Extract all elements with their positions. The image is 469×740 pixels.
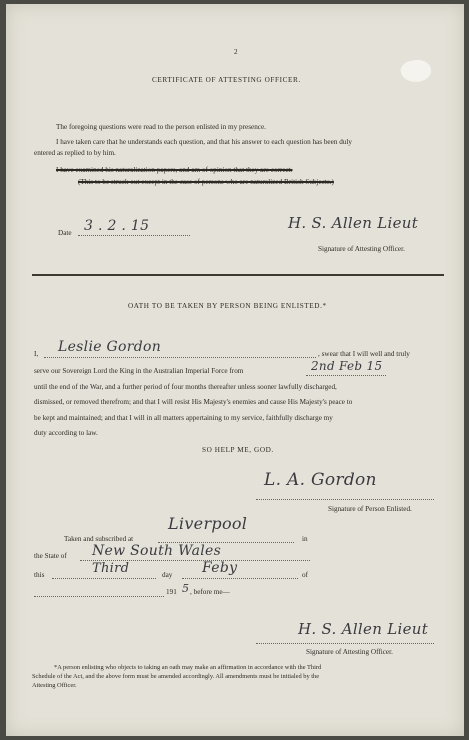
date-label: Date xyxy=(58,229,72,237)
oath-text-1: , swear that I will well and truly xyxy=(318,350,410,358)
enlistee-name: Leslie Gordon xyxy=(58,339,162,355)
oath-title: OATH TO BE TAKEN BY PERSON BEING ENLISTED.* xyxy=(128,302,327,310)
month-dotted-line xyxy=(182,577,298,579)
struck-naturalization-line: I have examined his naturalization papers, and am of opinion that they are correct. xyxy=(56,166,293,174)
certificate-title: CERTIFICATE OF ATTESTING OFFICER. xyxy=(152,76,301,84)
date-dotted-line xyxy=(78,234,190,236)
year-prefix: 191 xyxy=(166,588,177,596)
before-me-label: , before me— xyxy=(190,588,230,596)
date-value: 3 . 2 . 15 xyxy=(84,218,150,234)
struck-note-line: (This to be struck out except in the case of persons who are naturalized British Subjects.) xyxy=(78,178,334,186)
footnote-line-2: Schedule of the Act, and the above form must be amended accordingly. All amendments must be initialed by the xyxy=(32,673,320,680)
enlistment-from-date: 2nd Feb 15 xyxy=(311,359,383,373)
oath-prefix: I, xyxy=(34,350,39,358)
enlisted-signature: L. A. Gordon xyxy=(264,470,377,490)
oath-text-2: serve our Sovereign Lord the King in the Australian Imperial Force from xyxy=(34,367,244,375)
footnote-line-3: Attesting Officer. xyxy=(32,682,77,689)
attesting-officer-signature-1: H. S. Allen Lieut xyxy=(288,214,419,232)
oath-text-6: duty according to law. xyxy=(34,429,98,437)
year-leading-dotted-line xyxy=(34,595,164,597)
certificate-line-1: The foregoing questions were read to the person enlisted in my presence. xyxy=(56,123,266,131)
subscribed-day: Third xyxy=(92,561,130,576)
oath-closing: SO HELP ME, GOD. xyxy=(202,446,274,454)
year-digit: 5 xyxy=(182,582,190,595)
oath-text-5: be kept and maintained; and that I will in all matters appertaining to my service, faithfully discharge my xyxy=(34,414,333,422)
state-label: the State of xyxy=(34,552,67,560)
attesting-officer-signature-2: H. S. Allen Lieut xyxy=(298,620,429,638)
subscribed-place: Liverpool xyxy=(168,514,248,533)
certificate-line-2a: I have taken care that he understands each question, and that his answer to each question has been duly xyxy=(56,138,352,146)
page-number: 2 xyxy=(234,48,238,56)
attestation-page xyxy=(6,4,464,736)
certificate-line-2b: entered as replied to by him. xyxy=(34,149,116,157)
officer-caption-2: Signature of Attesting Officer. xyxy=(306,648,393,656)
enlisted-signature-line xyxy=(256,498,434,500)
officer-caption-1: Signature of Attesting Officer. xyxy=(318,245,405,253)
subscribed-state: New South Wales xyxy=(92,543,222,559)
day-dotted-line xyxy=(52,577,156,579)
subscribed-label: Taken and subscribed at xyxy=(64,535,134,543)
subscribed-month: Feby xyxy=(202,560,238,576)
officer-signature-line xyxy=(256,642,434,644)
footnote-line-1: *A person enlisting who objects to taking an oath may make an affirmation in accordance with the Third xyxy=(54,664,322,671)
torn-corner xyxy=(399,57,433,85)
name-dotted-line xyxy=(44,356,316,358)
day-label: day xyxy=(162,571,173,579)
enlisted-caption: Signature of Person Enlisted. xyxy=(328,505,412,513)
of-label: of xyxy=(302,571,308,579)
from-date-dotted-line xyxy=(306,374,386,376)
in-label: in xyxy=(302,535,308,543)
oath-text-4: dismissed, or removed therefrom; and that I will resist His Majesty's enemies and cause His Majesty's peace to xyxy=(34,398,353,406)
oath-text-3: until the end of the War, and a further period of four months thereafter unless sooner lawfully discharged, xyxy=(34,383,337,391)
section-divider xyxy=(32,274,444,276)
this-label: this xyxy=(34,571,45,579)
